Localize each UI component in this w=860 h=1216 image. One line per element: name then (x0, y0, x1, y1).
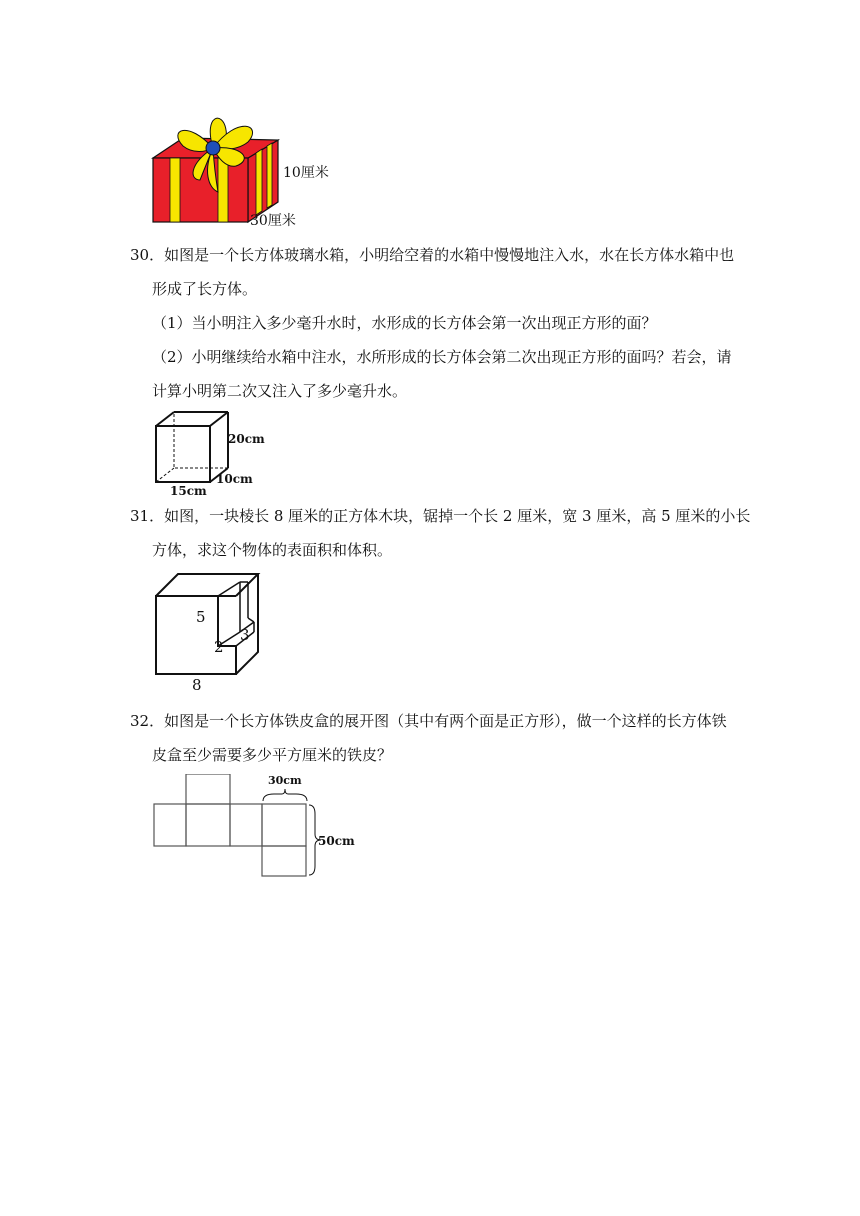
glass-tank-figure (150, 408, 265, 498)
tank-depth-label: 10cm (216, 472, 253, 486)
q30-line-1: 30．如图是一个长方体玻璃水箱，小明给空着的水箱中慢慢地注入水，水在长方体水箱中也 (130, 246, 735, 264)
gift-box-figure (148, 110, 348, 232)
box-net-figure (152, 774, 355, 880)
tank-height-label: 20cm (228, 432, 265, 446)
net-top-label: 30cm (268, 774, 302, 787)
tank-length-label: 15cm (170, 484, 207, 498)
q30-line-5: 计算小明第二次又注入了多少毫升水。 (152, 382, 408, 400)
notched-cube-figure (150, 568, 270, 698)
gift-width-label: 30厘米 (250, 213, 296, 229)
net-side-label: 50cm (318, 834, 355, 848)
cut-width-label: 2 (214, 638, 224, 656)
cut-depth-label: 3 (240, 626, 250, 644)
q30-line-3: （1）当小明注入多少毫升水时，水形成的长方体会第一次出现正方形的面？ (152, 314, 657, 332)
gift-height-label: 10厘米 (283, 165, 329, 181)
q31-line-2: 方体，求这个物体的表面积和体积。 (152, 541, 393, 559)
q30-line-2: 形成了长方体。 (152, 280, 258, 298)
q31-line-1: 31．如图，一块棱长 8 厘米的正方体木块，锯掉一个长 2 厘米，宽 3 厘米，高 5 厘米的小长 (130, 507, 751, 525)
q30-line-4: （2）小明继续给水箱中注水，水所形成的长方体会第二次出现正方形的面吗？若会，请 (152, 348, 732, 366)
question-30 (130, 244, 735, 414)
cube-edge-label: 8 (192, 676, 202, 694)
cut-height-label: 5 (196, 608, 206, 626)
q32-line-2: 皮盒至少需要多少平方厘米的铁皮？ (152, 746, 393, 764)
question-32 (130, 710, 730, 778)
q32-line-1: 32．如图是一个长方体铁皮盒的展开图（其中有两个面是正方形），做一个这样的长方体铁 (130, 712, 727, 730)
question-31 (130, 505, 751, 573)
